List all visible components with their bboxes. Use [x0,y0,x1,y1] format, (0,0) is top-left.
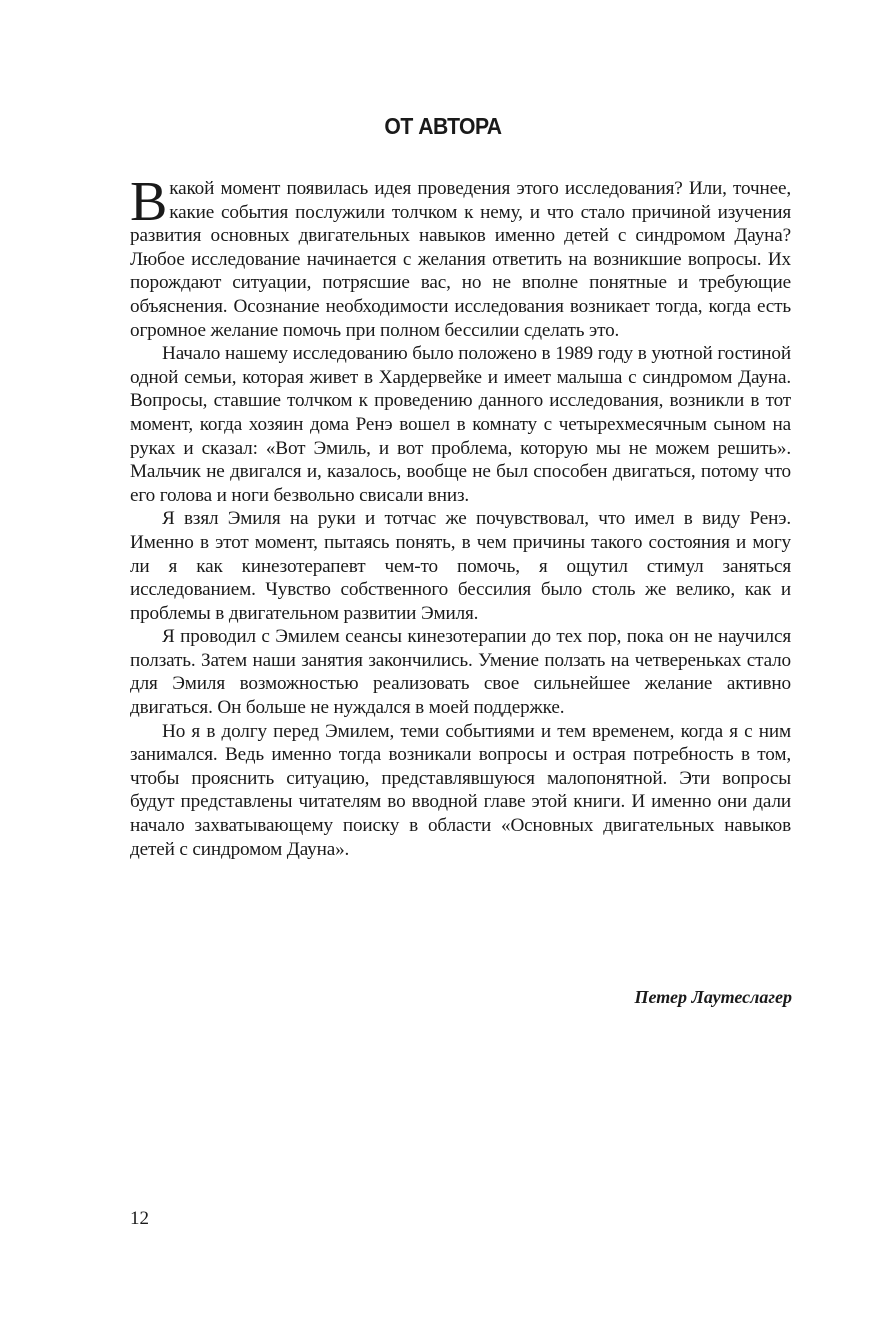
paragraph-3: Я взял Эмиля на руки и тотчас же почувствовал, что имел в виду Ренэ. Именно в этот момент, пытаясь понять, в чем причины такого состояния и могу ли я как кинезотерапевт чем-то помочь, я ощутил стимул заняться исследованием. Чувство собственного бессилия было столь же велико, как и проблемы в двигательном развитии Эмиля. [130,508,791,624]
page-title: ОТ АВТОРА [384,113,502,139]
paragraph-4: Я проводил с Эмилем сеансы кинезотерапии до тех пор, пока он не научился ползать. Затем наши занятия закончились. Умение ползать на четвереньках стало для Эмиля возможностью реализовать свое сильнейшее желание активно двигаться. Он больше не нуждался в моей поддержке. [130,626,791,719]
paragraph-2: Начало нашему исследованию было положено в 1989 году в уютной гостиной одной семьи, которая живет в Хардервейке и имеет малыша с синдромом Дауна. Вопросы, ставшие толчком к проведению данного исследования, возникли в тот момент, когда хозяин дома Ренэ вошел в комнату с четырехмесячным сыном на руках и сказал: «Вот Эмиль, и вот проблема, которую мы не можем решить». Мальчик не двигался и, казалось, вообще не был способен двигаться, потому что его голова и ноги безвольно свисали вниз. [130,343,791,506]
paragraph-5: Но я в долгу перед Эмилем, теми событиями и тем временем, когда я с ним занимался. Ведь именно тогда возникали вопросы и острая потребность в том, чтобы прояснить ситуацию, представлявшуюся малопонятной. Эти вопросы будут представлены читателям во вводной главе этой книги. И именно они дали начало захватывающему поиску в области «Основных двигательных навыков детей с синдромом Дауна». [130,720,791,860]
page-number: 12 [130,1208,149,1229]
dropcap-letter: В [130,171,168,233]
paragraph-1-text: какой момент появилась идея проведения этого исследования? Или, точнее, какие события послужили толчком к нему, и что стало причиной изучения развития основных двигательных навыков именно детей с синдромом Дауна? Любое исследование начинается с желания ответить на возникшие вопросы. Их порождают ситуации, потрясшие вас, но не вполне понятные и требующие объяснения. Осознание необходимости исследования возникает тогда, когда есть огромное желание помочь при полном бессилии сделать это. [130,178,791,341]
paragraph-1 [130,171,791,342]
author-signature: Петер Лаутеслагер [634,987,792,1007]
body-text [130,171,791,861]
